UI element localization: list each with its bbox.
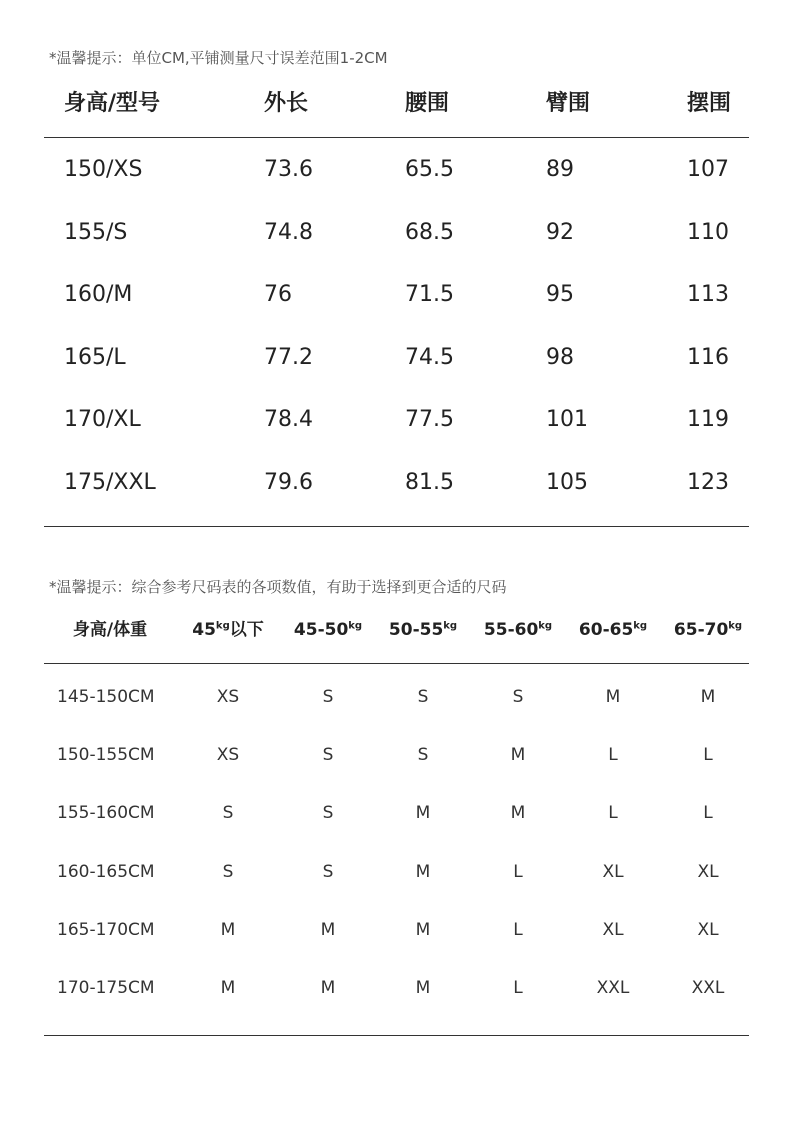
table2-size-cell: S bbox=[322, 687, 334, 707]
table2-size-cell: XL bbox=[602, 920, 624, 940]
table1-cell: 98 bbox=[546, 345, 574, 370]
table2-size-cell: M bbox=[320, 920, 336, 940]
table2-size-cell: L bbox=[513, 920, 523, 940]
header-unit-kg: kg bbox=[443, 620, 458, 632]
table2-size-cell: XS bbox=[216, 745, 240, 765]
header-range-text: 50-55 bbox=[388, 620, 444, 640]
table1-cell: 119 bbox=[687, 407, 729, 432]
header-range-text: 55-60 bbox=[483, 620, 539, 640]
table2-bottom-divider bbox=[44, 1035, 749, 1036]
table2-size-cell: L bbox=[608, 803, 618, 823]
table2-row-label: 170-175CM bbox=[57, 978, 155, 998]
table2-size-cell: S bbox=[222, 803, 234, 823]
header-waist: 腰围 bbox=[405, 91, 450, 116]
header-suffix: 以下 bbox=[229, 620, 264, 640]
header-weight-range bbox=[283, 622, 373, 639]
table1-cell: 123 bbox=[687, 470, 729, 495]
table2-note: *温馨提示：综合参考尺码表的各项数值，有助于选择到更合适的尺码 bbox=[49, 578, 507, 596]
table1-cell: 77.5 bbox=[405, 407, 454, 432]
table2-size-cell: M bbox=[510, 803, 526, 823]
table2-size-cell: S bbox=[322, 745, 334, 765]
table2-size-cell: S bbox=[417, 687, 429, 707]
table2-row-label: 165-170CM bbox=[57, 920, 155, 940]
table2-size-cell: S bbox=[417, 745, 429, 765]
table1-cell: 76 bbox=[264, 282, 292, 307]
header-height-weight bbox=[65, 622, 155, 639]
header-unit-kg: kg bbox=[348, 620, 363, 632]
table2-size-cell: XS bbox=[216, 687, 240, 707]
table2-size-cell: S bbox=[322, 862, 334, 882]
table2-size-cell: S bbox=[322, 803, 334, 823]
table1-cell: 105 bbox=[546, 470, 588, 495]
table2-size-cell: S bbox=[512, 687, 524, 707]
table1-cell: 107 bbox=[687, 157, 729, 182]
table1-cell: 116 bbox=[687, 345, 729, 370]
header-range-text: 45-50 bbox=[293, 620, 349, 640]
header-unit-kg: kg bbox=[728, 620, 743, 632]
table2-size-cell: L bbox=[608, 745, 618, 765]
table2-size-cell: M bbox=[220, 920, 236, 940]
table2-size-cell: XL bbox=[602, 862, 624, 882]
table1-note: *温馨提示：单位CM,平铺测量尺寸误差范围1-2CM bbox=[49, 49, 388, 67]
table1-cell: 89 bbox=[546, 157, 574, 182]
table2-size-cell: L bbox=[703, 745, 713, 765]
table1-cell: 81.5 bbox=[405, 470, 454, 495]
table1-cell: 92 bbox=[546, 220, 574, 245]
table1-cell: 77.2 bbox=[264, 345, 313, 370]
table2-size-cell: M bbox=[700, 687, 716, 707]
table2-size-cell: L bbox=[703, 803, 713, 823]
table2-size-cell: L bbox=[513, 862, 523, 882]
table1-cell: 68.5 bbox=[405, 220, 454, 245]
table1-row-label: 160/M bbox=[64, 282, 133, 307]
table2-size-cell: M bbox=[415, 920, 431, 940]
table1-row-label: 170/XL bbox=[64, 407, 141, 432]
header-arm: 臂围 bbox=[546, 91, 591, 116]
header-weight-range bbox=[183, 622, 273, 639]
table2-row-label: 155-160CM bbox=[57, 803, 155, 823]
header-weight-range bbox=[473, 622, 563, 639]
table2-size-cell: XXL bbox=[596, 978, 630, 998]
table1-row-label: 165/L bbox=[64, 345, 126, 370]
header-weight-range bbox=[663, 622, 753, 639]
header-unit-kg: kg bbox=[633, 620, 648, 632]
table1-cell: 79.6 bbox=[264, 470, 313, 495]
table2-size-cell: M bbox=[220, 978, 236, 998]
table2-size-cell: M bbox=[415, 803, 431, 823]
table1-cell: 71.5 bbox=[405, 282, 454, 307]
table1-cell: 74.8 bbox=[264, 220, 313, 245]
table1-cell: 101 bbox=[546, 407, 588, 432]
table2-size-cell: M bbox=[415, 862, 431, 882]
table1-cell: 95 bbox=[546, 282, 574, 307]
table2-size-cell: XXL bbox=[691, 978, 725, 998]
table1-cell: 74.5 bbox=[405, 345, 454, 370]
table2-size-cell: S bbox=[222, 862, 234, 882]
header-hem: 摆围 bbox=[687, 91, 732, 116]
table1-row-label: 150/XS bbox=[64, 157, 143, 182]
table2-size-cell: XL bbox=[697, 920, 719, 940]
header-range-text: 身高/体重 bbox=[72, 620, 148, 640]
table1-cell: 113 bbox=[687, 282, 729, 307]
table2-row-label: 145-150CM bbox=[57, 687, 155, 707]
table2-size-cell: M bbox=[510, 745, 526, 765]
header-height-model: 身高/型号 bbox=[64, 91, 161, 116]
table1-row-label: 155/S bbox=[64, 220, 128, 245]
table1-bottom-divider bbox=[44, 526, 749, 527]
header-unit-kg: kg bbox=[215, 620, 230, 632]
header-range-text: 60-65 bbox=[578, 620, 634, 640]
table1-cell: 73.6 bbox=[264, 157, 313, 182]
table1-cell: 65.5 bbox=[405, 157, 454, 182]
table2-header-divider bbox=[44, 663, 749, 664]
table2-size-cell: M bbox=[320, 978, 336, 998]
table1-row-label: 175/XXL bbox=[64, 470, 156, 495]
header-range-text: 45 bbox=[192, 620, 216, 640]
table2-row-label: 150-155CM bbox=[57, 745, 155, 765]
header-length: 外长 bbox=[264, 91, 309, 116]
header-weight-range bbox=[568, 622, 658, 639]
header-range-text: 65-70 bbox=[673, 620, 729, 640]
header-weight-range bbox=[378, 622, 468, 639]
table2-size-cell: M bbox=[415, 978, 431, 998]
table1-cell: 110 bbox=[687, 220, 729, 245]
table1-header-divider bbox=[44, 137, 749, 138]
table2-size-cell: XL bbox=[697, 862, 719, 882]
header-unit-kg: kg bbox=[538, 620, 553, 632]
table1-cell: 78.4 bbox=[264, 407, 313, 432]
table2-size-cell: L bbox=[513, 978, 523, 998]
table2-row-label: 160-165CM bbox=[57, 862, 155, 882]
table2-size-cell: M bbox=[605, 687, 621, 707]
